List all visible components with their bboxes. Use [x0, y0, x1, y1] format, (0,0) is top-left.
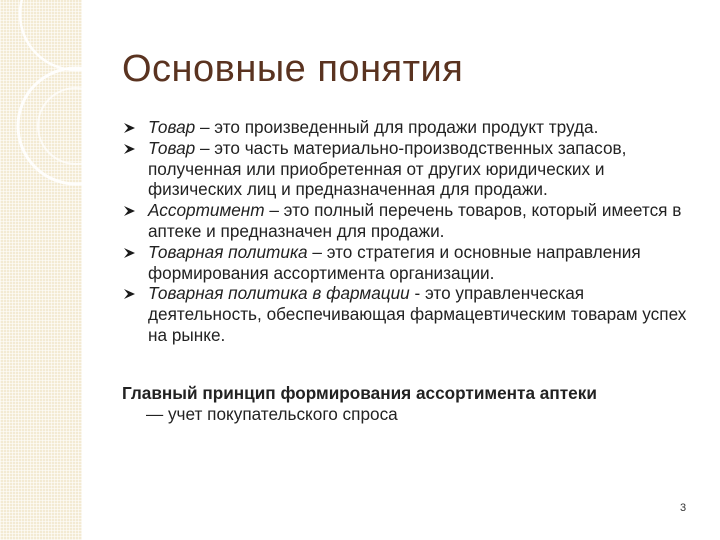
definition-text: – это стратегия и основные направления формирования ассортимента организации. [148, 241, 641, 283]
definition-text: – это произведенный для продажи продукт труда. [195, 117, 599, 137]
arrow-bullet-icon [123, 247, 136, 259]
arrow-bullet-icon [123, 143, 136, 155]
definition-term: Товар [148, 117, 196, 137]
slide-content [122, 117, 692, 424]
definition-term: Товар [148, 137, 196, 158]
definition-item [122, 117, 692, 138]
definition-term: Товарная политика в фармации [148, 283, 410, 304]
page-number: 3 [680, 502, 687, 514]
definition-item [122, 283, 692, 345]
definition-list [122, 117, 692, 346]
definition-item [122, 242, 692, 284]
principle-block [122, 383, 692, 425]
definition-term: Ассортимент [148, 200, 265, 221]
definition-text: – это полный перечень товаров, который имеется в аптеке и предназначен для продажи. [148, 200, 682, 241]
slide-title: Основные понятия [122, 48, 464, 90]
definition-item [122, 138, 692, 200]
definition-item [122, 200, 692, 242]
arrow-bullet-icon [123, 288, 136, 300]
principle-title: Главный принцип формирования ассортимента аптеки [122, 382, 597, 403]
principle-text: — учет покупательского спроса [146, 403, 398, 424]
definition-text: – это часть материально-производственных запасов, полученная или приобретенная от других юридических и физических лиц и предназначенная для продажи. [148, 137, 627, 200]
decorative-circles [0, 0, 84, 300]
arrow-bullet-icon [123, 205, 136, 217]
definition-text: - это управленческая деятельность, обеспечивающая фармацевтическим товарам успех на рынке. [148, 283, 687, 345]
arrow-bullet-icon [123, 122, 136, 134]
definition-term: Товарная политика [148, 241, 308, 262]
